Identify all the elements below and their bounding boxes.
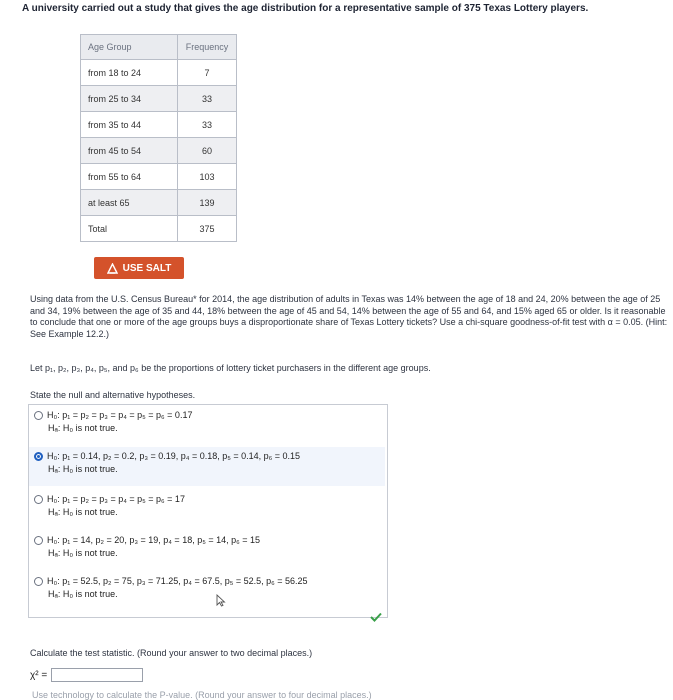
option-alt: Hₐ: H₀ is not true. <box>48 589 118 599</box>
hypothesis-option-3[interactable] <box>34 494 185 517</box>
state-hypotheses-text: State the null and alternative hypotheses. <box>30 390 196 400</box>
header-age-group: Age Group <box>81 35 178 60</box>
age-group-cell: Total <box>81 216 178 242</box>
let-text: Let p₁, p₂, p₃, p₄, p₅, and p₆ be the proportions of lottery ticket purchasers in the different age groups. <box>30 363 431 373</box>
age-group-cell: from 45 to 54 <box>81 138 178 164</box>
frequency-cell: 33 <box>178 86 237 112</box>
problem-paragraph: Using data from the U.S. Census Bureau* for 2014, the age distribution of adults in Texas was 14% between the age of 18 and 24, 20% between the age of 25 and 34, 19% between the age of 35 and 44, 18% between the age of 45 and 54, 14% between the age of 55 and 64, and 15% aged 65 or older. Is it reasonable to conclude that one or more of the age groups buys a disproportionate share of Texas Lottery tickets? Use a chi-square goodness-of-fit test with α = 0.05. (Hint: See Example 12.2.) <box>30 294 668 339</box>
radio-button-selected[interactable] <box>34 452 43 461</box>
hypothesis-option-1[interactable] <box>34 410 192 433</box>
use-salt-label: USE SALT <box>122 262 172 274</box>
option-null: H₀: p₁ = 52.5, p₂ = 75, p₃ = 71.25, p₄ = 67.5, p₅ = 52.5, p₆ = 56.25 <box>47 576 308 586</box>
age-group-cell: from 25 to 34 <box>81 86 178 112</box>
chi-square-input[interactable] <box>51 668 143 682</box>
p-value-prompt: Use technology to calculate the P-value. (Round your answer to four decimal places.) <box>32 690 372 700</box>
hypothesis-option-4[interactable] <box>34 535 260 558</box>
mouse-cursor-icon <box>216 594 226 610</box>
option-alt: Hₐ: H₀ is not true. <box>48 548 118 558</box>
table-row <box>81 112 237 138</box>
table-header-row <box>81 35 237 60</box>
chi-square-row <box>30 668 143 682</box>
radio-button[interactable] <box>34 577 43 586</box>
table-row <box>81 164 237 190</box>
option-null: H₀: p₁ = p₂ = p₃ = p₄ = p₅ = p₆ = 0.17 <box>47 410 193 420</box>
option-alt: Hₐ: H₀ is not true. <box>48 507 118 517</box>
age-group-cell: at least 65 <box>81 190 178 216</box>
age-frequency-table <box>80 34 237 242</box>
age-group-cell: from 18 to 24 <box>81 60 178 86</box>
option-null: H₀: p₁ = p₂ = p₃ = p₄ = p₅ = p₆ = 17 <box>47 494 185 504</box>
use-salt-button[interactable] <box>94 257 184 279</box>
hypothesis-option-2[interactable] <box>34 451 300 474</box>
table-row <box>81 190 237 216</box>
table-total-row <box>81 216 237 242</box>
frequency-cell: 7 <box>178 60 237 86</box>
radio-button[interactable] <box>34 536 43 545</box>
table-row <box>81 86 237 112</box>
table-row <box>81 138 237 164</box>
frequency-cell: 33 <box>178 112 237 138</box>
frequency-cell: 60 <box>178 138 237 164</box>
radio-button[interactable] <box>34 411 43 420</box>
intro-text: A university carried out a study that gives the age distribution for a representative sample of 375 Texas Lottery players. <box>22 3 589 14</box>
chi-square-label: χ² = <box>30 669 48 681</box>
age-group-cell: from 55 to 64 <box>81 164 178 190</box>
correct-check-icon <box>370 612 382 625</box>
frequency-cell: 139 <box>178 190 237 216</box>
header-frequency: Frequency <box>178 35 237 60</box>
frequency-cell: 375 <box>178 216 237 242</box>
hypothesis-option-5[interactable] <box>34 576 308 599</box>
frequency-cell: 103 <box>178 164 237 190</box>
salt-icon <box>107 263 118 274</box>
option-alt: Hₐ: H₀ is not true. <box>48 464 118 474</box>
option-null: H₀: p₁ = 0.14, p₂ = 0.2, p₃ = 0.19, p₄ = 0.18, p₅ = 0.14, p₆ = 0.15 <box>47 451 301 461</box>
table-row <box>81 60 237 86</box>
option-null: H₀: p₁ = 14, p₂ = 20, p₃ = 19, p₄ = 18, p₅ = 14, p₆ = 15 <box>47 535 261 545</box>
option-alt: Hₐ: H₀ is not true. <box>48 423 118 433</box>
test-statistic-prompt: Calculate the test statistic. (Round your answer to two decimal places.) <box>30 648 313 658</box>
age-group-cell: from 35 to 44 <box>81 112 178 138</box>
radio-button[interactable] <box>34 495 43 504</box>
